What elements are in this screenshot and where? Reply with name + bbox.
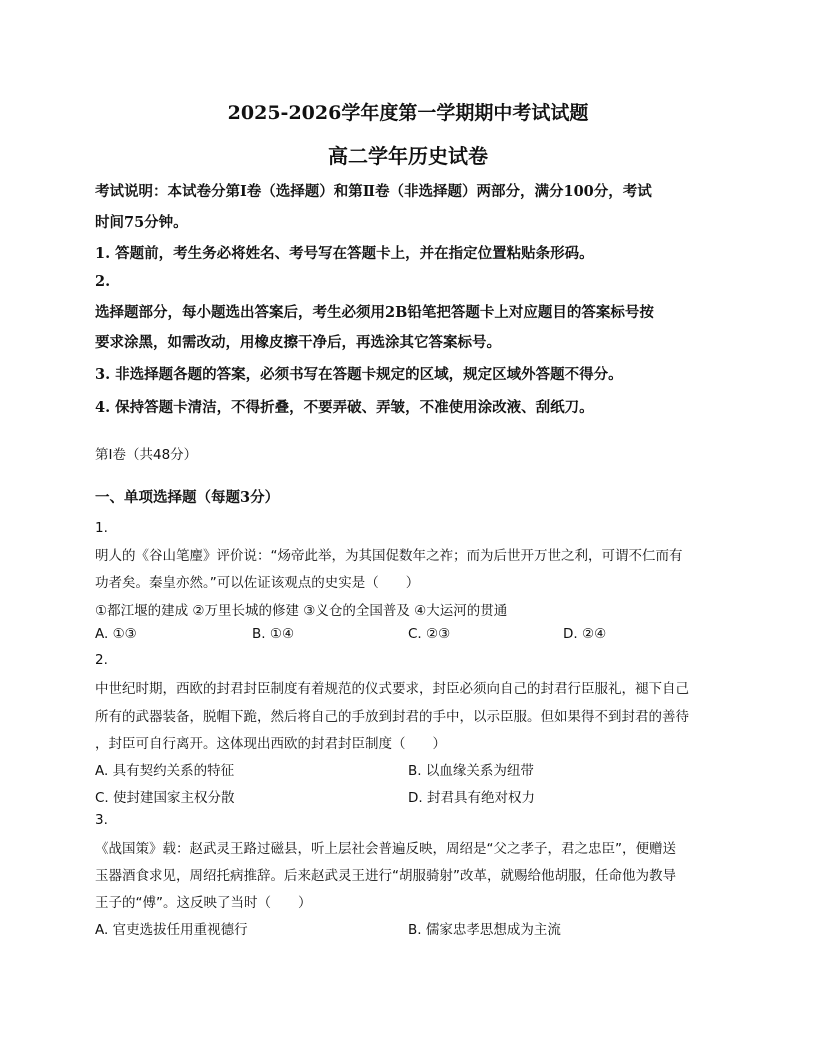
exam-title: 2025-2026学年度第一学期期中考试试题 xyxy=(227,102,589,124)
question-text-line: 王子的“傅”。这反映了当时（ ） xyxy=(95,895,312,911)
instruction-item-2-line-2: 要求涂黑，如需改动，用橡皮擦干净后，再选涂其它答案标号。 xyxy=(95,334,501,351)
question-text-line: 玉器酒食求见，周绍托病推辞。后来赵武灵王进行“胡服骑射”改革，就赐给他胡服，任命他为教导 xyxy=(95,868,676,884)
question-number: 3. xyxy=(95,812,108,828)
option-c: C. 使封建国家主权分散 xyxy=(95,790,235,806)
part-heading: 第Ⅰ卷（共48分） xyxy=(95,447,198,463)
option-c: C. ②③ xyxy=(408,626,451,642)
option-a: A. ①③ xyxy=(95,626,137,642)
instruction-item-1: 1. 答题前，考生务必将姓名、考号写在答题卡上，并在指定位置粘贴条形码。 xyxy=(95,245,594,262)
instructions-line-1: 考试说明：本试卷分第Ⅰ卷（选择题）和第Ⅱ卷（非选择题）两部分，满分100分，考试 xyxy=(95,183,652,200)
question-number: 2. xyxy=(95,652,108,668)
option-a: A. 具有契约关系的特征 xyxy=(95,763,235,779)
question-number: 1. xyxy=(95,520,108,536)
option-a: A. 官吏选拔任用重视德行 xyxy=(95,922,248,938)
question-text-line: 功者矣。秦皇亦然。”可以佐证该观点的史实是（ ） xyxy=(95,575,420,591)
question-text-line: ①都江堰的建成 ②万里长城的修建 ③义仓的全国普及 ④大运河的贯通 xyxy=(95,603,508,619)
option-d: D. 封君具有绝对权力 xyxy=(408,790,535,806)
option-b: B. ①④ xyxy=(252,626,295,642)
question-text-line: ，封臣可自行离开。这体现出西欧的封君封臣制度（ ） xyxy=(95,736,446,752)
section-heading: 一、单项选择题（每题3分） xyxy=(95,489,280,506)
option-d: D. ②④ xyxy=(563,626,607,642)
instruction-item-2-number: 2. xyxy=(95,273,111,290)
question-text-line: 《战国策》载：赵武灵王路过磁县，听上层社会普遍反映，周绍是“父之孝子，君之忠臣”，便赠送 xyxy=(95,841,676,857)
instructions-line-2: 时间75分钟。 xyxy=(95,214,188,231)
instruction-item-4: 4. 保持答题卡清洁，不得折叠，不要弄破、弄皱，不准使用涂改液、刮纸刀。 xyxy=(95,399,594,416)
question-text-line: 中世纪时期，西欧的封君封臣制度有着规范的仪式要求，封臣必须向自己的封君行臣服礼，褪下自己 xyxy=(95,681,689,697)
instruction-item-2-line-1: 选择题部分，每小题选出答案后，考生必须用2B铅笔把答题卡上对应题目的答案标号按 xyxy=(95,304,654,321)
question-text-line: 明人的《谷山笔麈》评价说：“炀帝此举，为其国促数年之祚；而为后世开万世之利，可谓不仁而有 xyxy=(95,548,683,564)
instruction-item-3: 3. 非选择题各题的答案，必须书写在答题卡规定的区域，规定区域外答题不得分。 xyxy=(95,366,623,383)
option-b: B. 儒家忠孝思想成为主流 xyxy=(408,922,561,938)
exam-subtitle: 高二学年历史试卷 xyxy=(328,144,488,168)
option-b: B. 以血缘关系为纽带 xyxy=(408,763,534,779)
question-text-line: 所有的武器装备，脱帽下跪，然后将自己的手放到封君的手中，以示臣服。但如果得不到封君的善待 xyxy=(95,709,689,725)
